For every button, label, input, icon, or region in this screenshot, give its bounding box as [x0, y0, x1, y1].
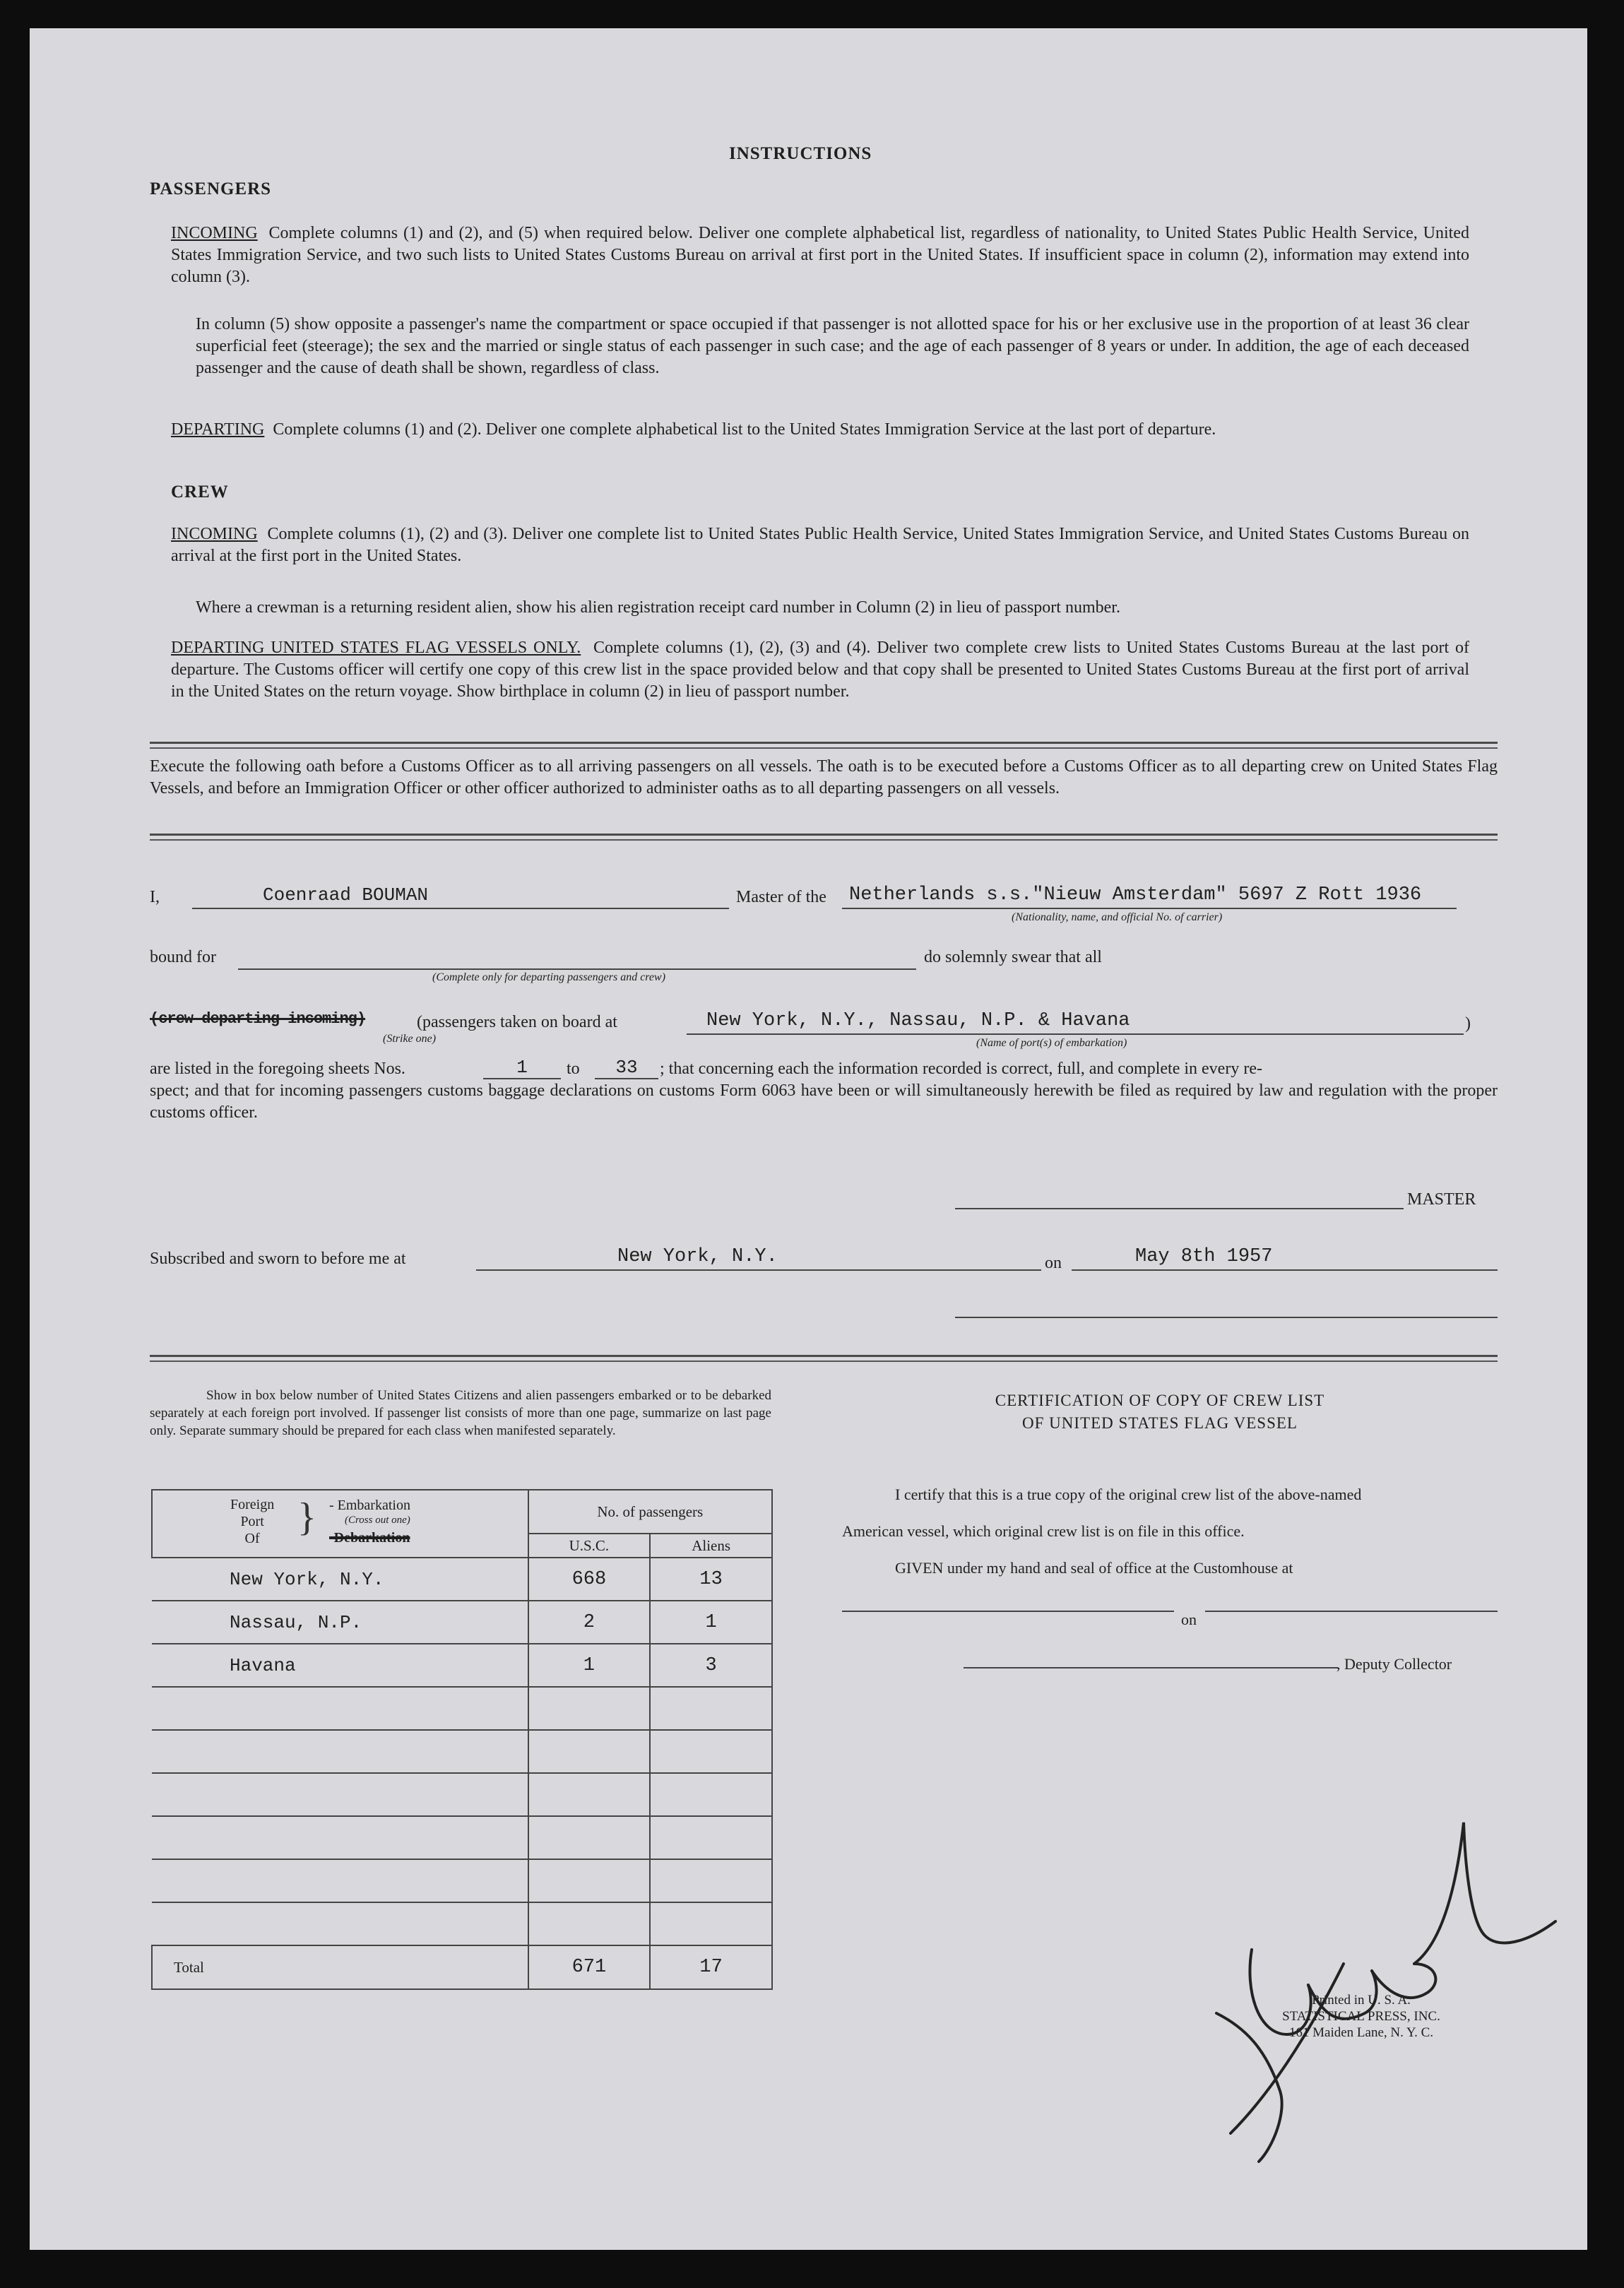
port-cell	[152, 1816, 528, 1859]
usc-cell	[528, 1902, 651, 1945]
sworn-date: May 8th 1957	[1135, 1246, 1273, 1267]
aliens-cell: 13	[650, 1558, 772, 1601]
aliens-header: Aliens	[650, 1534, 772, 1558]
total-label: Total	[152, 1945, 528, 1989]
customhouse-field	[842, 1596, 1174, 1612]
crew-incoming-paragraph	[171, 523, 1469, 567]
total-aliens: 17	[650, 1945, 772, 1989]
cert-text2: American vessel, which original crew list is on file in this office.	[842, 1522, 1245, 1540]
incoming-paragraph	[171, 223, 1469, 288]
certification-title	[913, 1389, 1407, 1435]
crew-incoming-text: Complete columns (1), (2) and (3). Deliver one complete list to United States Public Health Service, United States Immigration Service, and United States Customs Bureau on arrival at the first port in the United States.	[171, 525, 1470, 565]
brace-icon: }	[297, 1495, 316, 1539]
divider	[150, 742, 1498, 744]
embarkation-label: - Embarkation	[329, 1498, 410, 1513]
usc-header: U.S.C.	[528, 1534, 651, 1558]
aliens-cell: 3	[650, 1644, 772, 1687]
master-name: Coenraad BOUMAN	[263, 884, 429, 906]
box-instructions: Show in box below number of United States Citizens and alien passengers embarked or to be debarked separately at each foreign port involved. If passenger list consists of more than one page, summarize on last page only. Separate summary should be prepared for each class when manifested separately.	[150, 1388, 771, 1438]
port-cell: Havana	[152, 1644, 528, 1687]
form-page	[30, 28, 1587, 2250]
oath-intro: Execute the following oath before a Customs Officer as to all arriving passengers on all vessels. The oath is to be executed before a Customs Officer as to all departing crew on United States Flag Vessels, and before an Immigration Officer or other officer authorized to administer oaths as to all departing passengers on all vessels.	[150, 757, 1498, 798]
sheets-label: are listed in the foregoing sheets Nos.	[150, 1060, 405, 1078]
swear-label: do solemnly swear that all	[924, 948, 1102, 966]
close-paren: )	[1465, 1014, 1471, 1033]
sheets-text-b: spect; and that for incoming passengers customs baggage declarations on customs Form 6063 have been or will simultaneously herewith be filed as required by law and regulation with the proper customs officer.	[150, 1081, 1498, 1122]
debarkation-label: -Debarkation	[329, 1530, 410, 1546]
bound-for-field	[238, 945, 916, 970]
flag-label: DEPARTING UNITED STATES FLAG VESSELS ONLY.	[171, 639, 581, 657]
crewman-paragraph: Where a crewman is a returning resident alien, show his alien registration receipt card number in Column (2) in lieu of passport number.	[196, 598, 1120, 617]
sworn-place: New York, N.Y.	[617, 1246, 778, 1267]
port-cell: New York, N.Y.	[152, 1558, 528, 1601]
of-label: Of	[244, 1531, 260, 1546]
incoming-label: INCOMING	[171, 224, 258, 242]
aliens-cell	[650, 1902, 772, 1945]
sheet-from-field	[483, 1057, 561, 1079]
pax-rows	[152, 1558, 772, 1945]
vessel-field	[842, 884, 1457, 909]
aliens-cell	[650, 1859, 772, 1902]
table-row	[152, 1902, 772, 1945]
master-of-label: Master of the	[736, 888, 826, 906]
sheet-from: 1	[516, 1057, 528, 1078]
sheets-text-a: ; that concerning each the information recorded is correct, full, and complete in every re-	[660, 1060, 1262, 1078]
aliens-cell	[650, 1773, 772, 1816]
table-row	[152, 1644, 772, 1687]
printer-line2: STATISTICAL PRESS, INC.	[1282, 2009, 1440, 2024]
port-header-cell	[152, 1490, 528, 1558]
usc-cell	[528, 1730, 651, 1773]
cert-text1: I certify that this is a true copy of the original crew list of the above-named	[895, 1486, 1362, 1503]
departing-text: Complete columns (1) and (2). Deliver one complete alphabetical list to the United States Immigration Service at the last port of departure.	[273, 420, 1216, 439]
to-label: to	[567, 1060, 580, 1078]
usc-cell	[528, 1859, 651, 1902]
crew-heading: CREW	[171, 482, 229, 502]
aliens-cell	[650, 1816, 772, 1859]
sheet-to: 33	[615, 1057, 638, 1078]
crew-incoming-label: INCOMING	[171, 525, 258, 543]
officer-signature-line	[955, 1314, 1498, 1318]
usc-cell: 1	[528, 1644, 651, 1687]
port-cell	[152, 1902, 528, 1945]
foreign-label: Foreign	[230, 1497, 275, 1512]
aliens-cell	[650, 1687, 772, 1730]
table-row	[152, 1601, 772, 1644]
table-row	[152, 1687, 772, 1730]
deputy-signature-line	[964, 1653, 1338, 1668]
flag-paragraph	[171, 637, 1469, 703]
cert-on-label: on	[1181, 1611, 1197, 1628]
departing-paragraph	[171, 419, 1469, 441]
deputy-label: , Deputy Collector	[1336, 1655, 1452, 1673]
usc-cell: 2	[528, 1601, 651, 1644]
usc-cell: 668	[528, 1558, 651, 1601]
cert-text3: GIVEN under my hand and seal of office at the Customhouse at	[895, 1559, 1293, 1577]
usc-cell	[528, 1816, 651, 1859]
sworn-place-field	[476, 1246, 1041, 1271]
divider	[150, 839, 1498, 841]
usc-cell	[528, 1687, 651, 1730]
passengers-heading: PASSENGERS	[150, 179, 272, 198]
table-row	[152, 1730, 772, 1773]
total-usc: 671	[528, 1945, 651, 1989]
divider	[150, 1355, 1498, 1357]
cert-title-line2: OF UNITED STATES FLAG VESSEL	[1022, 1414, 1298, 1432]
strike-text: (crew departing incoming)	[150, 1010, 366, 1028]
master-name-field	[192, 884, 729, 909]
divider	[150, 747, 1498, 749]
flag-text: Complete columns (1), (2), (3) and (4). Deliver two complete crew lists to United States Customs Bureau at the last port of departure. The Customs officer will certify one copy of this crew list in the space provided below and that copy shall be presented to United States Customs Bureau at the first port of arrival in the United States on the return voyage. Show birthplace in column (2) in lieu of passport number.	[171, 639, 1469, 701]
bound-for-caption: (Complete only for departing passengers and crew)	[432, 971, 666, 983]
incoming-text: Complete columns (1) and (2), and (5) when required below. Deliver one complete alphabetical list, regardless of nationality, to United States Public Health Service, United States Immigration Service, and two such lists to United States Customs Bureau on arrival at first port in the United States. If insufficient space in column (2), information may extend into column (3).	[171, 224, 1470, 286]
strike-caption: (Strike one)	[383, 1033, 437, 1045]
cert-title-line1: CERTIFICATION OF COPY OF CREW LIST	[995, 1392, 1325, 1409]
sheet-to-field	[595, 1057, 658, 1079]
divider	[150, 834, 1498, 836]
table-row	[152, 1859, 772, 1902]
table-row	[152, 1558, 772, 1601]
sworn-date-field	[1072, 1246, 1498, 1271]
table-row	[152, 1773, 772, 1816]
table-row	[152, 1816, 772, 1859]
ports-field	[687, 1010, 1464, 1035]
instructions-title: INSTRUCTIONS	[729, 144, 872, 163]
master-signature-line	[955, 1187, 1404, 1209]
ports-value: New York, N.Y., Nassau, N.P. & Havana	[706, 1010, 1130, 1031]
taken-label: (passengers taken on board at	[417, 1013, 617, 1031]
divider	[150, 1361, 1498, 1362]
passenger-summary-table	[151, 1489, 773, 1990]
on-label: on	[1045, 1254, 1062, 1272]
port-cell	[152, 1730, 528, 1773]
vessel-caption: (Nationality, name, and official No. of carrier)	[1012, 911, 1223, 923]
bound-for-label: bound for	[150, 948, 216, 966]
ports-caption: (Name of port(s) of embarkation)	[976, 1037, 1127, 1049]
port-cell	[152, 1773, 528, 1816]
cross-out-label: (Cross out one)	[345, 1515, 410, 1526]
usc-cell	[528, 1773, 651, 1816]
master-label: MASTER	[1407, 1190, 1476, 1209]
column5-paragraph: In column (5) show opposite a passenger's name the compartment or space occupied if that passenger is not allotted space for his or her exclusive use in the proportion of at least 36 clear superficial feet (steerage); the sex and the married or single status of each passenger in such case; and the age of each passenger of 8 years or under. In addition, the age of each deceased passenger and the cause of death shall be shown, regardless of class.	[196, 315, 1469, 377]
vessel-name: Netherlands s.s."Nieuw Amsterdam" 5697 Z Rott 1936	[849, 884, 1422, 906]
departing-label: DEPARTING	[171, 420, 265, 439]
cert-date-field	[1205, 1596, 1498, 1612]
printer-line1: Printed in U. S. A.	[1312, 1993, 1411, 2008]
port-cell	[152, 1859, 528, 1902]
handwritten-signature	[1202, 1780, 1570, 2176]
aliens-cell	[650, 1730, 772, 1773]
port-cell: Nassau, N.P.	[152, 1601, 528, 1644]
i-label: I,	[150, 888, 160, 906]
port-cell	[152, 1687, 528, 1730]
aliens-cell: 1	[650, 1601, 772, 1644]
printer-line3: 161 Maiden Lane, N. Y. C.	[1288, 2025, 1434, 2040]
no-passengers-header: No. of passengers	[528, 1490, 772, 1534]
port-label: Port	[240, 1514, 264, 1529]
subscribed-label: Subscribed and sworn to before me at	[150, 1250, 406, 1268]
